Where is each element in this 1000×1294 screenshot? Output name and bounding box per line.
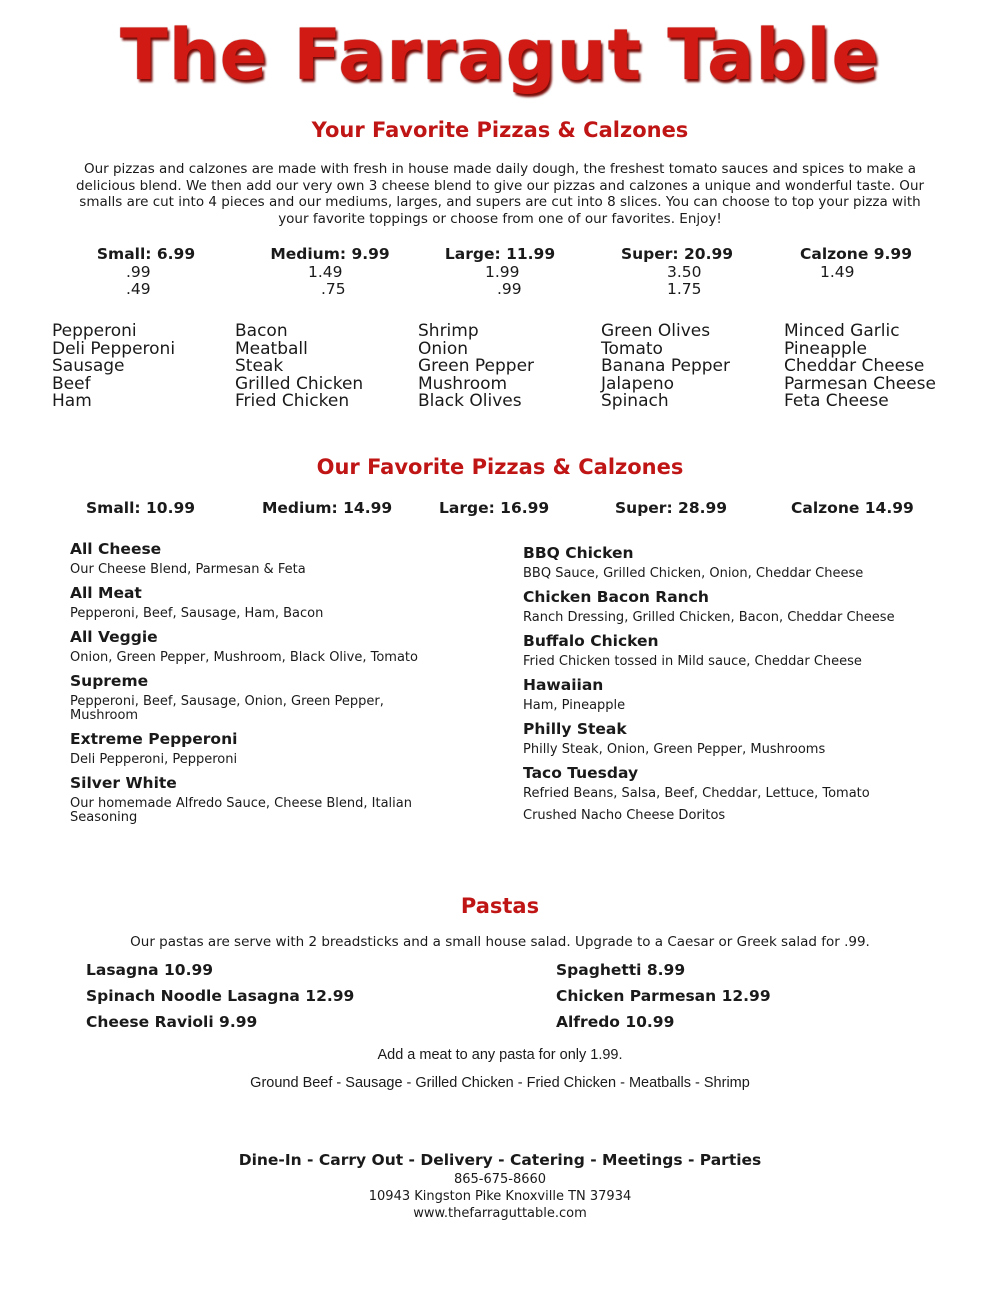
favorite-pizza-description: Ham, Pineapple	[523, 698, 626, 713]
topping-item: Sausage	[52, 356, 125, 376]
favorite-pizza-description-extra: Crushed Nacho Cheese Doritos	[523, 808, 726, 823]
topping-item: Feta Cheese	[784, 391, 889, 411]
favorite-pizza-description: BBQ Sauce, Grilled Chicken, Onion, Cheddar Cheese	[523, 566, 864, 581]
topping-item: Cheddar Cheese	[784, 356, 925, 376]
favorite-pizza-item	[523, 675, 963, 713]
section-heading-favorites: Our Favorite Pizzas & Calzones	[316, 455, 684, 479]
extra-price: .75	[321, 280, 346, 298]
favorite-pizza-description: Our homemade Alfredo Sauce, Cheese Blend, Italian Seasoning	[70, 796, 412, 825]
topping-item: Spinach	[601, 391, 669, 411]
favorite-pizza-name: All Cheese	[70, 540, 162, 558]
price-column-calzone	[766, 246, 946, 281]
topping-item: Grilled Chicken	[235, 373, 364, 394]
favorite-pizza-description: Refried Beans, Salsa, Beef, Cheddar, Lettuce, Tomato	[523, 786, 870, 801]
topping-item: Bacon	[235, 321, 288, 341]
topping-item: Fried Chicken	[235, 391, 350, 411]
favorite-pizza-description: Ranch Dressing, Grilled Chicken, Bacon, Cheddar Cheese	[523, 610, 895, 625]
favorite-pizza-name: Extreme Pepperoni	[70, 730, 238, 748]
favorite-pizza-item	[70, 539, 470, 577]
favorite-pizza-description: Deli Pepperoni, Pepperoni	[70, 752, 238, 767]
favorite-pizza-item	[70, 729, 470, 767]
size-price-label: Medium: 9.99	[270, 245, 390, 263]
price-column-medium	[240, 246, 420, 299]
favorite-pizza-name: BBQ Chicken	[523, 544, 634, 562]
toppings-column-2	[235, 323, 415, 411]
favorite-pizza-item	[70, 773, 470, 825]
topping-item: Green Olives	[601, 321, 711, 341]
intro-paragraph: Our pizzas and calzones are made with fresh in house made daily dough, the freshest tomato sauces and spices to make a delicious blend. We then add our very own 3 cheese blend to give our pizzas and calzones a unique and wonderful taste. Our smalls are cut into 4 pieces and our mediums, larges, and supers are cut into 8 slices. You can choose to top your pizza with your favorite toppings or choose from one of our favorites. Enjoy!	[75, 161, 925, 227]
pasta-meat-addon: Add a meat to any pasta for only 1.99.	[377, 1047, 623, 1063]
topping-item: Jalapeno	[601, 373, 674, 394]
favorite-pizza-name: Supreme	[70, 672, 149, 690]
pasta-item: Lasagna 10.99	[86, 961, 214, 979]
footer-website: www.thefarraguttable.com	[413, 1206, 587, 1221]
toppings-column-4	[601, 323, 781, 411]
topping-item: Deli Pepperoni	[52, 338, 176, 359]
topping-item: Ham	[52, 391, 92, 411]
favorite-pizza-description: Onion, Green Pepper, Mushroom, Black Olive, Tomato	[70, 650, 418, 665]
favorite-pizza-item	[70, 627, 470, 665]
topping-price: 1.49	[820, 262, 855, 281]
topping-item: Pineapple	[784, 338, 868, 359]
favorite-pizza-item	[523, 543, 963, 581]
topping-item: Minced Garlic	[784, 321, 900, 341]
favorite-pizza-item	[523, 719, 963, 757]
favorite-pizza-description: Our Cheese Blend, Parmesan & Feta	[70, 562, 306, 577]
topping-item: Tomato	[601, 338, 663, 359]
extra-price: .99	[497, 280, 522, 298]
favorite-pizza-item	[523, 631, 963, 669]
favorites-size-small: Small: 10.99	[86, 499, 196, 517]
size-price-label: Super: 20.99	[620, 245, 734, 263]
favorite-pizza-name: Philly Steak	[523, 720, 627, 738]
size-price-label: Large: 11.99	[444, 245, 556, 263]
topping-price: 3.50	[667, 262, 702, 281]
favorites-left-column	[70, 539, 470, 831]
footer-address: 10943 Kingston Pike Knoxville TN 37934	[368, 1189, 632, 1204]
favorites-size-large: Large: 16.99	[439, 499, 550, 517]
topping-item: Shrimp	[418, 321, 479, 341]
size-price-label: Calzone 9.99	[799, 245, 912, 263]
topping-item: Banana Pepper	[601, 356, 731, 376]
size-price-label: Small: 6.99	[96, 245, 196, 263]
pasta-item: Chicken Parmesan 12.99	[556, 987, 771, 1005]
restaurant-title: The Farragut Table	[120, 14, 880, 96]
price-column-super	[587, 246, 767, 299]
pasta-item: Spaghetti 8.99	[556, 961, 686, 979]
topping-item: Green Pepper	[418, 356, 535, 376]
favorites-size-medium: Medium: 14.99	[262, 499, 393, 517]
topping-item: Mushroom	[418, 373, 508, 394]
favorite-pizza-name: All Veggie	[70, 628, 158, 646]
extra-price: .49	[126, 280, 151, 298]
topping-item: Onion	[418, 338, 469, 359]
favorite-pizza-name: Hawaiian	[523, 676, 604, 694]
favorite-pizza-description: Pepperoni, Beef, Sausage, Onion, Green Pepper, Mushroom	[70, 694, 384, 723]
favorite-pizza-item	[523, 587, 963, 625]
topping-item: Pepperoni	[52, 321, 137, 341]
price-column-small	[56, 246, 236, 299]
toppings-column-5	[784, 323, 984, 411]
section-heading-pastas: Pastas	[460, 894, 540, 918]
favorite-pizza-item	[70, 671, 470, 723]
toppings-column-1	[52, 323, 232, 411]
topping-price: 1.99	[485, 262, 520, 281]
pasta-item: Cheese Ravioli 9.99	[86, 1013, 258, 1031]
pasta-note: Our pastas are serve with 2 breadsticks and a small house salad. Upgrade to a Caesar or Greek salad for .99.	[130, 934, 870, 950]
footer-services: Dine-In - Carry Out - Delivery - Catering - Meetings - Parties	[238, 1151, 762, 1169]
favorite-pizza-name: Silver White	[70, 774, 177, 792]
favorite-pizza-description: Pepperoni, Beef, Sausage, Ham, Bacon	[70, 606, 324, 621]
topping-item: Parmesan Cheese	[784, 373, 936, 394]
favorite-pizza-name: All Meat	[70, 584, 142, 602]
pasta-meat-options: Ground Beef - Sausage - Grilled Chicken - Fried Chicken - Meatballs - Shrimp	[250, 1075, 750, 1091]
favorite-pizza-item	[70, 583, 470, 621]
topping-item: Steak	[235, 356, 284, 376]
favorites-size-super: Super: 28.99	[615, 499, 728, 517]
section-heading-build-your-own: Your Favorite Pizzas & Calzones	[311, 118, 689, 142]
footer-phone: 865-675-8660	[453, 1172, 547, 1187]
favorite-pizza-name: Buffalo Chicken	[523, 632, 659, 650]
extra-price: 1.75	[667, 280, 702, 298]
favorite-pizza-description: Fried Chicken tossed in Mild sauce, Cheddar Cheese	[523, 654, 862, 669]
toppings-column-3	[418, 323, 598, 411]
favorites-size-calzone: Calzone 14.99	[791, 499, 914, 517]
topping-price: 1.49	[308, 262, 343, 281]
favorite-pizza-name: Chicken Bacon Ranch	[523, 588, 709, 606]
topping-item: Black Olives	[418, 391, 522, 411]
topping-item: Beef	[52, 373, 91, 394]
favorites-right-column	[523, 543, 963, 829]
pasta-item: Alfredo 10.99	[556, 1013, 675, 1031]
pasta-right-column	[556, 957, 771, 1035]
pasta-item: Spinach Noodle Lasagna 12.99	[86, 987, 355, 1005]
topping-item: Meatball	[235, 338, 308, 359]
pasta-left-column	[86, 957, 354, 1035]
favorite-pizza-description: Philly Steak, Onion, Green Pepper, Mushrooms	[523, 742, 826, 757]
favorite-pizza-name: Taco Tuesday	[523, 764, 639, 782]
favorite-pizza-item	[523, 763, 963, 823]
topping-price: .99	[126, 262, 151, 281]
price-column-large	[410, 246, 590, 299]
